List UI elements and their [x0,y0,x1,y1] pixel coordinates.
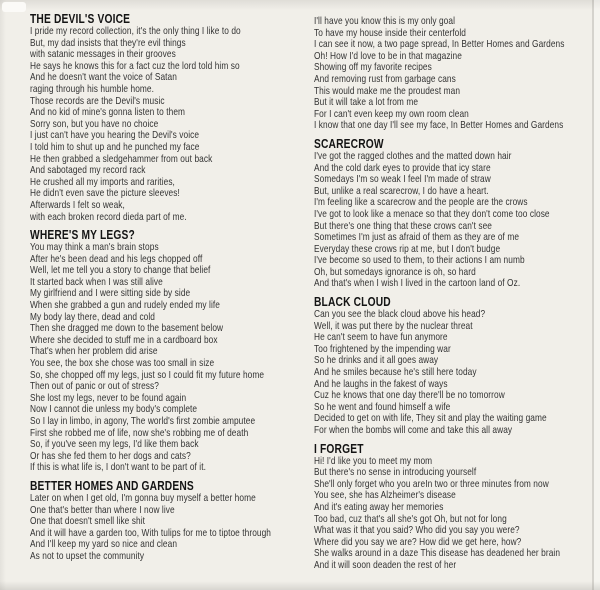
lyric-line: And that's when I wish I lived in the cartoon land of Oz. [314,278,521,290]
lyric-line: One that doesn't smell like shit [30,516,146,528]
lyric-line: My body lay there, dead and cold [30,311,156,323]
lyric-line: Later on when I get old, I'm gonna buy myself a better home [30,492,256,504]
lyrics-column-left [30,12,271,563]
lyric-line: My girlfriend and I were sitting side by side [30,288,191,300]
lyric-line: Then out of panic or out of stress? [30,381,159,393]
lyric-line: You may think a man's brain stops [30,242,159,254]
lyric-line: Too bad, cuz that's all she's got Oh, but not for long [314,513,507,525]
lyric-line: It started back when I was still alive [30,276,163,288]
lyric-line: But, my dad insists that they're evil things [30,37,186,49]
lyric-line: Or has she fed them to her dogs and cats? [30,450,191,462]
lyric-line: He then grabbed a sledgehammer from out back [30,153,213,165]
lyric-line: He crushed all my imports and rarities, [30,176,175,188]
page-edge-line-right [592,0,594,590]
song-title-heading: BETTER HOMES AND GARDENS [30,477,194,493]
song-title-heading: I FORGET [314,440,364,456]
lyric-line: And I'll keep my yard so nice and clean [30,539,178,551]
lyric-line: If this is what life is, I don't want to be part of it. [30,462,207,474]
lyric-line: Those records are the Devil's music [30,95,165,107]
lyric-line: And it's eating away her memories [314,501,444,513]
lyric-line: Where did you say we are? How did we get here, how? [314,536,522,548]
lyric-line: For when the bombs will come and take this all away [314,425,513,436]
lyric-line: Afterwards I felt so weak, [30,199,125,211]
lyric-line: When she grabbed a gun and rudely ended my life [30,300,220,312]
lyric-line: I just can't have you hearing the Devil's voice [30,130,200,142]
lyric-line: She walks around in a daze This disease has deadened her brain [314,548,561,560]
lyric-line: He can't seem to have fun anymore [314,332,448,344]
lyric-line: He says he knows this for a fact cuz the lord told him so [30,60,240,72]
lyric-line: Then she dragged me down to the basement below [30,323,224,335]
lyric-line: Well, it was put there by the nuclear threat [314,320,473,332]
lyric-line: Sometimes I'm just as afraid of them as they are of me [314,232,520,244]
lyric-line: raging through his humble home. [30,83,155,95]
lyric-line: Decided to get on with life, They sit and play the waiting game [314,413,547,425]
lyric-line: You see, she has Alzheimer's disease [314,490,456,502]
lyric-line: But there's one thing that these crows can't see [314,220,492,232]
lyric-line: As not to upset the community [30,550,145,562]
lyric-line: To have my house inside their centerfold [314,27,466,39]
lyric-line: And sabotaged my record rack [30,165,146,177]
page-edge-shadow-left [0,0,6,590]
page-edge-shadow-bottom [0,581,600,590]
lyric-line: And it will soon deaden the rest of her [314,559,457,571]
song-title-heading: WHERE'S MY LEGS? [30,227,135,243]
lyric-line: I'll have you know this is my only goal [314,16,456,27]
lyric-line: Oh, but somedays ignorance is oh, so hard [314,266,476,278]
lyric-line: She'll only forget who you areIn two or three minutes from now [314,478,549,490]
lyric-line: This would make me the proudest man [314,85,461,97]
lyric-line: Too frightened by the impending war [314,343,451,355]
lyric-line: But there's no sense in introducing yourself [314,467,477,479]
lyric-line: I told him to shut up and he punched my face [30,141,200,153]
lyric-line: Everyday these crows rip at me, but I don't budge [314,243,501,255]
lyric-line: He didn't even save the picture sleeves! [30,188,180,200]
lyric-line: Showing off my favorite recipes [314,62,432,74]
lyric-line: One that's better than where I now live [30,504,175,516]
lyric-line: That's when her problem did arise [30,346,158,358]
lyric-line: So I lay in limbo, in agony, The world's first zombie amputee [30,416,256,427]
lyric-line: And he laughs in the fakest of ways [314,378,448,390]
lyric-line: I've got the ragged clothes and the matted down hair [314,150,512,162]
lyric-line: And no kid of mine's gonna listen to them [30,107,186,119]
lyric-line: Hi! I'd like you to meet my mom [314,455,433,467]
lyric-line: So, if you've seen my legs, I'd like them back [30,439,199,451]
lyric-line: Well, let me tell you a story to change that belief [30,265,211,277]
lyric-line: And it will have a garden too, With tulips for me to tiptoe through [30,527,272,539]
lyric-line: After he's been dead and his legs chopped off [30,253,203,265]
lyric-line: You see, the box she chose was too small in size [30,358,215,370]
lyric-line: I'm feeling like a scarecrow and the people are the crows [314,197,528,209]
song-title-heading: SCARECROW [314,135,384,151]
lyric-line: Can you see the black cloud above his head? [314,309,486,321]
lyric-line: So he drinks and it all goes away [314,355,439,367]
lyric-line: I can see it now, a two page spread, In Better Homes and Gardens [314,39,565,51]
page-edge-highlight-right [594,0,600,590]
song-title-heading: THE DEVIL'S VOICE [30,11,131,26]
lyric-line: Where she decided to stuff me in a cardboard box [30,334,218,346]
lyric-line: For I can't even keep my own room clean [314,108,469,120]
lyric-line: First she robbed me of life, now she's robbing me of death [30,427,249,439]
scan-corner-artifact [2,2,26,12]
lyric-line: And removing rust from garbage cans [314,73,456,85]
lyric-line: Cuz he knows that one day there'll be no tomorrow [314,390,505,402]
lyric-line: Oh! How I'd love to be in that magazine [314,50,462,62]
lyric-line: with each broken record dieda part of me. [30,211,187,223]
lyric-line: with satanic messages in their grooves [30,49,176,61]
lyric-line: And he doesn't want the voice of Satan [30,72,177,84]
lyric-line: I've got to look like a menace so that they don't come too close [314,208,550,220]
lyric-line: So, she chopped off my legs, just so I could fit my future home [30,369,265,381]
lyric-line: Now I cannot die unless my body's complete [30,404,198,416]
song-title-heading: BLACK CLOUD [314,294,391,310]
lyric-line: But, unlike a real scarecrow, I do have a heart. [314,185,489,197]
lyric-line: She lost my legs, never to be found again [30,392,187,404]
lyrics-column-right [314,16,564,572]
lyric-line: What was it that you said? Who did you say you were? [314,525,520,537]
lyric-line: And he smiles because he's still here today [314,367,477,379]
lyric-line: Sorry son, but you have no choice [30,118,159,130]
lyric-line: But it will take a lot from me [314,97,419,109]
lyric-line: I know that one day I'll see my face, In Better Homes and Gardens [314,120,564,132]
lyric-line: I pride my record collection, it's the only thing I like to do [30,26,241,37]
lyric-line: And the cold dark eyes to provide that icy stare [314,162,491,174]
page-edge-shadow-top [0,0,600,10]
lyric-line: So he went and found himself a wife [314,401,451,413]
lyric-line: I've become so used to them, to their actions I am numb [314,255,525,267]
lyric-line: Somedays I'm so weak I feel I'm made of straw [314,174,491,186]
